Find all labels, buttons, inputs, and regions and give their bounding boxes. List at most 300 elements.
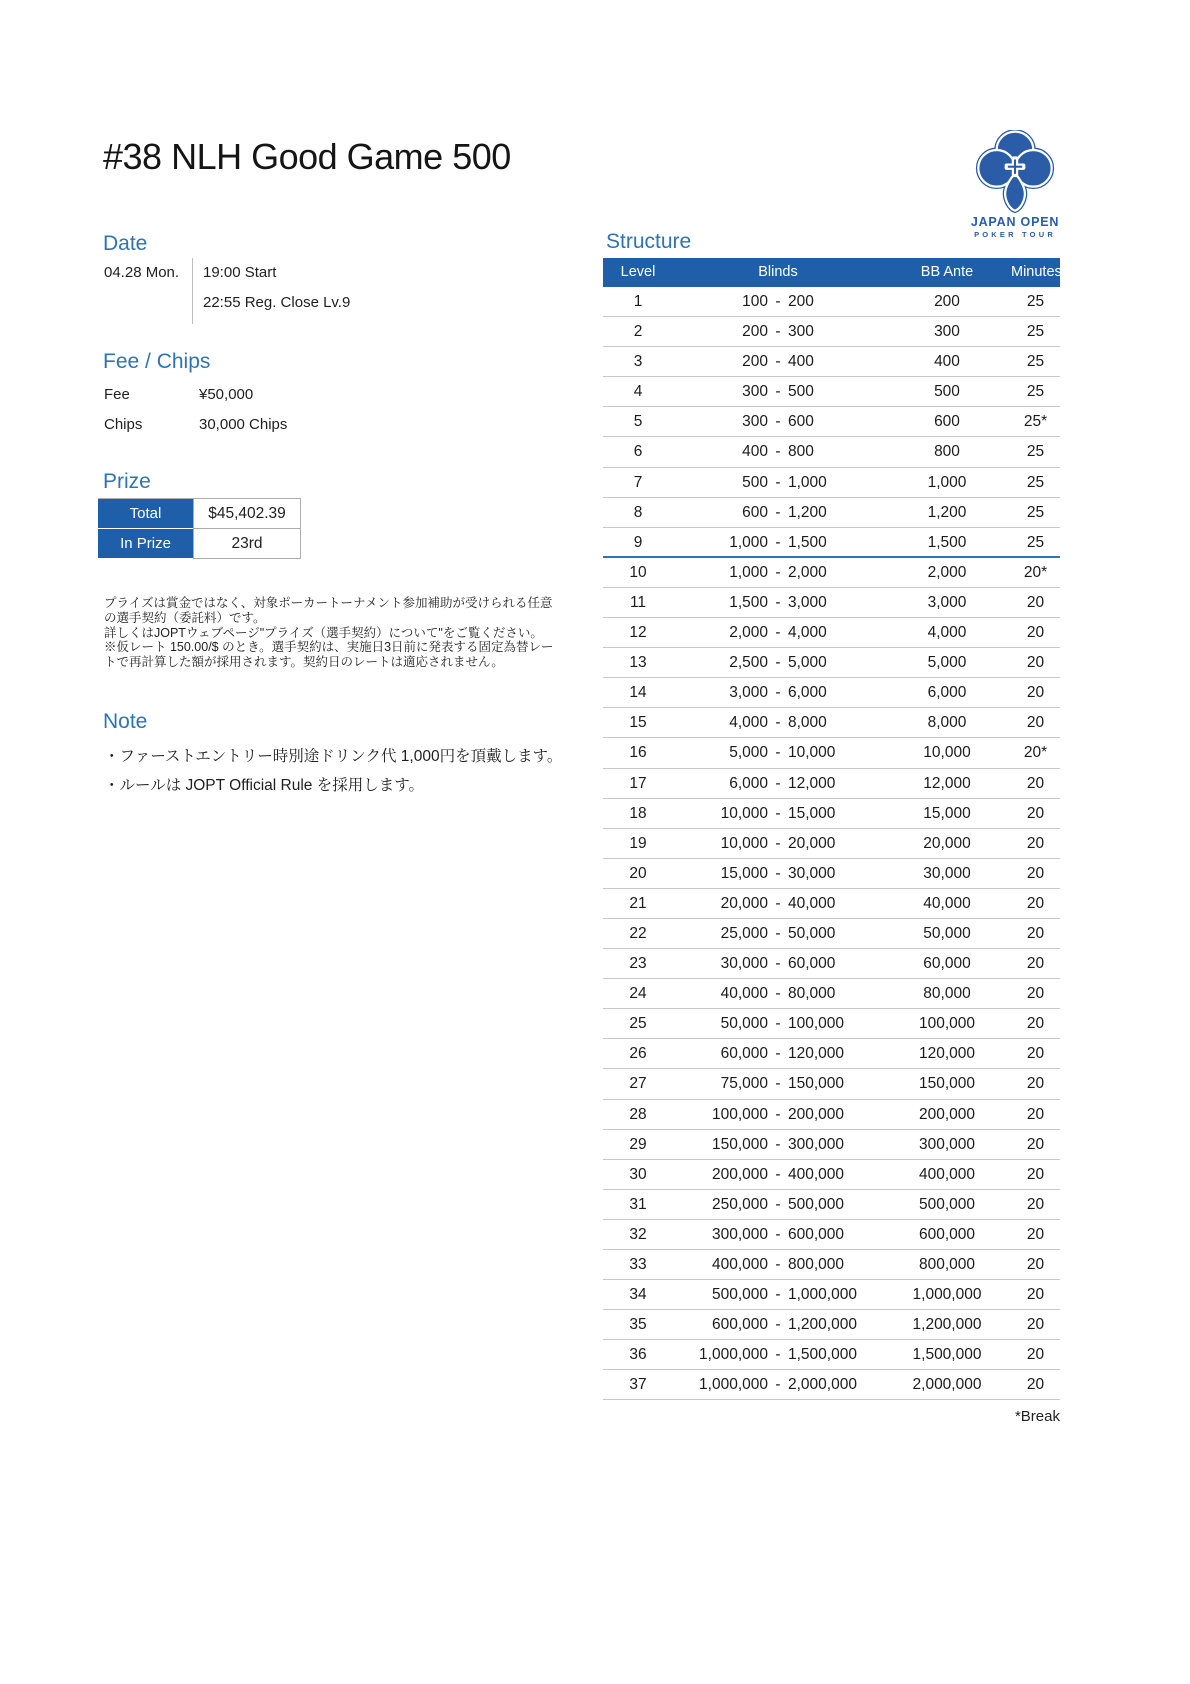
bb-ante-cell: 50,000 [923,924,971,942]
blinds-separator: - [775,563,781,581]
blinds-separator: - [775,1346,781,1364]
level-cell: 9 [633,533,643,551]
minutes-cell: 20 [1026,985,1045,1003]
minutes-cell: 20 [1026,864,1045,882]
bb-ante-cell: 1,500 [927,533,967,551]
blinds-cell [673,1250,883,1279]
minutes-cell: 20 [1026,684,1045,702]
structure-level-row [603,377,1060,407]
header-level: Level [620,264,656,280]
blinds-cell [673,1280,883,1309]
blinds-separator: - [775,684,781,702]
small-blind: 500,000 [711,1286,768,1304]
small-blind: 2,000 [729,624,768,642]
small-blind: 250,000 [711,1195,768,1213]
level-cell: 4 [633,383,643,401]
level-cell: 10 [629,563,647,581]
bb-ante-cell: 400 [934,353,960,371]
bb-ante-cell: 600,000 [918,1225,976,1243]
level-cell: 14 [629,684,647,702]
structure-level-row [603,317,1060,347]
big-blind: 15,000 [788,804,836,822]
structure-level-row [603,829,1060,859]
minutes-cell: 25 [1026,443,1045,461]
blinds-cell [673,347,883,376]
level-cell: 31 [629,1195,647,1213]
blinds-cell [673,769,883,798]
blinds-separator: - [775,714,781,732]
minutes-cell: 25* [1023,413,1048,431]
prize-table [98,498,301,559]
minutes-cell: 25 [1026,353,1045,371]
bb-ante-cell: 100,000 [918,1015,976,1033]
structure-level-row [603,799,1060,829]
page-title: #38 NLH Good Game 500 [103,136,511,177]
small-blind: 5,000 [729,744,768,762]
blinds-cell [673,468,883,497]
structure-level-row [603,678,1060,708]
structure-table [603,258,1060,1400]
blinds-separator: - [775,533,781,551]
prize-heading: Prize [103,470,151,493]
structure-level-row [603,468,1060,498]
structure-level-row [603,1039,1060,1069]
header-bb-ante: BB Ante [920,264,974,280]
minutes-cell: 20 [1026,1105,1045,1123]
blinds-separator: - [775,1075,781,1093]
blinds-cell [673,317,883,346]
minutes-cell: 20 [1026,654,1045,672]
bb-ante-cell: 200,000 [918,1105,976,1123]
level-cell: 15 [629,714,647,732]
minutes-cell: 20 [1026,955,1045,973]
minutes-cell: 20 [1026,1346,1045,1364]
small-blind: 200,000 [711,1165,768,1183]
bb-ante-cell: 80,000 [923,985,971,1003]
big-blind: 800,000 [788,1256,845,1273]
bb-ante-cell: 60,000 [923,955,971,973]
blinds-cell [673,919,883,948]
small-blind: 100 [742,293,768,310]
bb-ante-cell: 500 [934,383,960,401]
big-blind: 1,000 [788,473,827,491]
small-blind: 200 [742,323,768,341]
fee-label: Fee [104,386,130,403]
level-cell: 24 [629,985,647,1003]
small-blind: 1,000,000 [699,1376,768,1394]
big-blind: 60,000 [788,955,836,973]
structure-level-row [603,889,1060,919]
structure-level-row [603,528,1060,558]
structure-level-row [603,1280,1060,1310]
structure-level-row [603,407,1060,437]
big-blind: 150,000 [788,1075,845,1093]
fee-row [104,380,287,410]
blinds-separator: - [775,443,781,461]
note-item: ・ルールは JOPT Official Rule を採用します。 [104,777,424,794]
blinds-cell [673,1340,883,1369]
bb-ante-cell: 150,000 [918,1075,976,1093]
minutes-cell: 20 [1026,774,1045,792]
level-cell: 2 [633,323,643,341]
level-cell: 5 [633,413,643,431]
blinds-cell [673,1190,883,1219]
bb-ante-cell: 300,000 [918,1135,976,1153]
bb-ante-cell: 120,000 [918,1045,976,1063]
big-blind: 200 [788,293,814,310]
blinds-cell [673,1370,883,1399]
structure-level-row [603,1069,1060,1099]
big-blind: 800 [788,443,814,461]
blinds-separator: - [775,503,781,521]
header-minutes: Minutes [1011,264,1062,280]
big-blind: 40,000 [788,894,836,912]
bb-ante-cell: 4,000 [927,624,967,642]
bb-ante-cell: 1,500,000 [912,1346,982,1364]
small-blind: 25,000 [720,924,768,942]
date-times [192,258,350,324]
level-cell: 12 [629,624,647,642]
blinds-separator: - [775,1316,781,1334]
structure-level-row [603,588,1060,618]
fee-chips-heading: Fee / Chips [103,350,211,373]
blinds-cell [673,588,883,617]
blinds-cell [673,979,883,1008]
blinds-cell [673,377,883,406]
bb-ante-cell: 300 [934,323,960,341]
blinds-separator: - [775,1015,781,1033]
structure-level-row [603,769,1060,799]
structure-level-row [603,1250,1060,1280]
level-cell: 19 [629,834,647,852]
small-blind: 10,000 [720,804,768,822]
minutes-cell: 20 [1026,593,1045,611]
disclaimer-paragraph: 詳しくはJOPTウェブページ"プライズ（選手契約）について"をご覧ください。 [104,625,543,640]
blinds-cell [673,528,883,556]
blinds-separator: - [775,1286,781,1304]
level-cell: 16 [629,744,647,762]
blinds-separator: - [775,1165,781,1183]
prize-row [98,529,301,559]
blinds-separator: - [775,1195,781,1213]
bb-ante-cell: 1,200,000 [912,1316,982,1334]
blinds-separator: - [775,864,781,882]
date-block [104,258,350,324]
level-cell: 35 [629,1316,647,1334]
fee-value: ¥50,000 [199,386,254,403]
fee-row [104,410,287,440]
level-cell: 6 [633,443,643,461]
level-cell: 3 [633,353,643,371]
blinds-cell [673,618,883,647]
fee-chips-block [104,380,287,440]
minutes-cell: 20 [1026,1256,1045,1273]
blinds-separator: - [775,353,781,371]
level-cell: 27 [629,1075,647,1093]
small-blind: 20,000 [720,894,768,912]
blinds-cell [673,1130,883,1159]
blinds-separator: - [775,654,781,672]
level-cell: 21 [629,894,647,912]
bb-ante-cell: 6,000 [927,684,967,702]
minutes-cell: 25 [1026,323,1045,341]
structure-table-header [603,258,1060,287]
small-blind: 200 [742,353,768,371]
small-blind: 1,000 [729,533,768,551]
big-blind: 300,000 [788,1135,845,1153]
disclaimer-paragraph: プライズは賞金ではなく、対象ポーカートーナメント参加補助が受けられる任意の選手契約（委託料）です。 [104,596,553,625]
blinds-cell [673,1069,883,1098]
bb-ante-cell: 800 [934,443,960,461]
small-blind: 1,500 [729,593,768,611]
logo-text-japan-open: JAPAN OPEN [970,215,1060,229]
level-cell: 32 [629,1225,647,1243]
big-blind: 600 [788,413,814,431]
blinds-separator: - [775,774,781,792]
bb-ante-cell: 200 [934,293,960,310]
blinds-cell [673,708,883,737]
blinds-cell [673,678,883,707]
small-blind: 400,000 [711,1256,768,1273]
structure-level-row [603,1310,1060,1340]
blinds-separator: - [775,804,781,822]
blinds-separator: - [775,413,781,431]
bb-ante-cell: 1,200 [927,503,967,521]
structure-level-row [603,1130,1060,1160]
big-blind: 1,500,000 [788,1346,857,1364]
level-cell: 17 [629,774,647,792]
small-blind: 50,000 [720,1015,768,1033]
structure-level-row [603,708,1060,738]
big-blind: 1,000,000 [788,1286,857,1304]
fee-label: Chips [104,416,143,433]
minutes-cell: 20 [1026,834,1045,852]
blinds-separator: - [775,924,781,942]
big-blind: 3,000 [788,593,827,611]
level-cell: 23 [629,955,647,973]
structure-level-row [603,1370,1060,1400]
big-blind: 1,200 [788,503,827,521]
blinds-separator: - [775,1256,781,1273]
blinds-separator: - [775,624,781,642]
small-blind: 600 [742,503,768,521]
blinds-cell [673,1220,883,1249]
minutes-cell: 25 [1026,383,1045,401]
date-day: 04.28 Mon. [104,264,180,281]
level-cell: 28 [629,1105,647,1123]
level-cell: 34 [629,1286,647,1304]
small-blind: 30,000 [720,955,768,973]
blinds-separator: - [775,1225,781,1243]
big-blind: 20,000 [788,834,836,852]
big-blind: 500,000 [788,1195,845,1213]
small-blind: 10,000 [720,834,768,852]
small-blind: 6,000 [729,774,768,792]
big-blind: 50,000 [788,924,836,942]
blinds-cell [673,859,883,888]
header-blinds: Blinds [758,264,798,280]
small-blind: 300 [742,383,768,401]
bb-ante-cell: 20,000 [923,834,971,852]
bb-ante-cell: 600 [934,413,960,431]
blinds-separator: - [775,593,781,611]
bb-ante-cell: 30,000 [923,864,971,882]
big-blind: 600,000 [788,1225,845,1243]
bb-ante-cell: 10,000 [923,744,971,762]
minutes-cell: 20 [1026,1376,1045,1394]
structure-level-row [603,347,1060,377]
level-cell: 8 [633,503,643,521]
structure-level-row [603,738,1060,768]
prize-row-label: Total [98,499,193,529]
small-blind: 300,000 [711,1225,768,1243]
bb-ante-cell: 40,000 [923,894,971,912]
fee-value: 30,000 Chips [199,416,288,433]
big-blind: 10,000 [788,744,836,762]
blinds-separator: - [775,744,781,762]
blinds-cell [673,799,883,828]
level-cell: 29 [629,1135,647,1153]
small-blind: 100,000 [711,1105,768,1123]
structure-level-row [603,949,1060,979]
blinds-cell [673,287,883,316]
structure-level-row [603,498,1060,528]
level-cell: 11 [629,593,647,611]
level-cell: 1 [633,293,643,310]
blinds-cell [673,498,883,527]
level-cell: 18 [629,804,647,822]
minutes-cell: 20 [1026,1075,1045,1093]
minutes-cell: 20 [1026,894,1045,912]
blinds-cell [673,1100,883,1129]
blinds-separator: - [775,834,781,852]
blinds-separator: - [775,473,781,491]
blinds-separator: - [775,293,781,310]
prize-row [98,499,301,529]
structure-level-row [603,1340,1060,1370]
small-blind: 1,000,000 [699,1346,768,1364]
minutes-cell: 20 [1026,714,1045,732]
prize-row-value: 23rd [193,529,301,559]
level-cell: 7 [633,473,643,491]
date-heading: Date [103,232,148,255]
blinds-separator: - [775,985,781,1003]
blinds-separator: - [775,894,781,912]
structure-level-row [603,919,1060,949]
structure-heading: Structure [606,230,692,253]
prize-disclaimer [104,596,559,670]
level-cell: 26 [629,1045,647,1063]
big-blind: 5,000 [788,654,827,672]
blinds-cell [673,889,883,918]
bb-ante-cell: 3,000 [927,593,967,611]
small-blind: 400 [742,443,768,461]
minutes-cell: 20 [1026,1015,1045,1033]
minutes-cell: 25 [1026,293,1045,310]
blinds-separator: - [775,1376,781,1394]
small-blind: 15,000 [720,864,768,882]
level-cell: 36 [629,1346,647,1364]
note-items [104,742,562,800]
date-time: 22:55 Reg. Close Lv.9 [203,294,351,311]
big-blind: 400 [788,353,814,371]
date-time: 19:00 Start [203,264,277,281]
minutes-cell: 20* [1023,744,1048,762]
blinds-separator: - [775,1105,781,1123]
small-blind: 3,000 [729,684,768,702]
bb-ante-cell: 1,000 [927,473,967,491]
bb-ante-cell: 800,000 [918,1256,976,1273]
disclaimer-paragraph: ※仮レート 150.00/$ のとき。選手契約は、実施日3日前に発表する固定為替レートで再計算した額が採用されます。契約日のレートは適応されません。 [104,640,554,670]
level-cell: 20 [629,864,647,882]
big-blind: 100,000 [788,1015,845,1033]
blinds-cell [673,738,883,767]
big-blind: 300 [788,323,814,341]
logo-text-poker-tour: POKER TOUR [974,230,1056,239]
minutes-cell: 20 [1026,924,1045,942]
prize-row-label: In Prize [98,529,193,559]
big-blind: 400,000 [788,1165,845,1183]
bb-ante-cell: 2,000 [927,563,967,581]
small-blind: 300 [742,413,768,431]
structure-level-row [603,287,1060,317]
small-blind: 500 [742,473,768,491]
level-cell: 33 [629,1256,647,1273]
structure-level-row [603,1100,1060,1130]
level-cell: 22 [629,924,647,942]
prize-row-value: $45,402.39 [193,499,301,529]
structure-level-row [603,1220,1060,1250]
big-blind: 80,000 [788,985,836,1003]
blinds-cell [673,1009,883,1038]
minutes-cell: 20 [1026,1165,1045,1183]
blinds-cell [673,949,883,978]
jopt-logo [952,130,1078,239]
minutes-cell: 25 [1026,473,1045,491]
minutes-cell: 20 [1026,1195,1045,1213]
note-item: ・ファーストエントリー時別途ドリンク代 1,000円を頂戴します。 [104,748,563,765]
structure-level-row [603,859,1060,889]
bb-ante-cell: 5,000 [927,654,967,672]
bb-ante-cell: 2,000,000 [912,1376,982,1394]
big-blind: 500 [788,383,814,401]
small-blind: 150,000 [711,1135,768,1153]
big-blind: 4,000 [788,624,827,642]
blinds-cell [673,1039,883,1068]
bb-ante-cell: 15,000 [923,804,971,822]
small-blind: 2,500 [729,654,768,672]
minutes-cell: 20 [1026,1316,1045,1334]
blinds-cell [673,829,883,858]
blinds-separator: - [775,383,781,401]
blinds-separator: - [775,955,781,973]
blinds-cell [673,407,883,436]
bb-ante-cell: 500,000 [918,1195,976,1213]
minutes-cell: 20 [1026,1286,1045,1304]
big-blind: 200,000 [788,1105,845,1123]
level-cell: 13 [629,654,647,672]
blinds-cell [673,558,883,587]
structure-level-row [603,648,1060,678]
minutes-cell: 25 [1026,533,1045,551]
minutes-cell: 25 [1026,503,1045,521]
big-blind: 1,500 [788,533,827,551]
small-blind: 40,000 [720,985,768,1003]
structure-level-row [603,1160,1060,1190]
bb-ante-cell: 1,000,000 [912,1286,982,1304]
break-footnote: *Break [1014,1408,1060,1425]
club-suit-icon [975,130,1055,213]
